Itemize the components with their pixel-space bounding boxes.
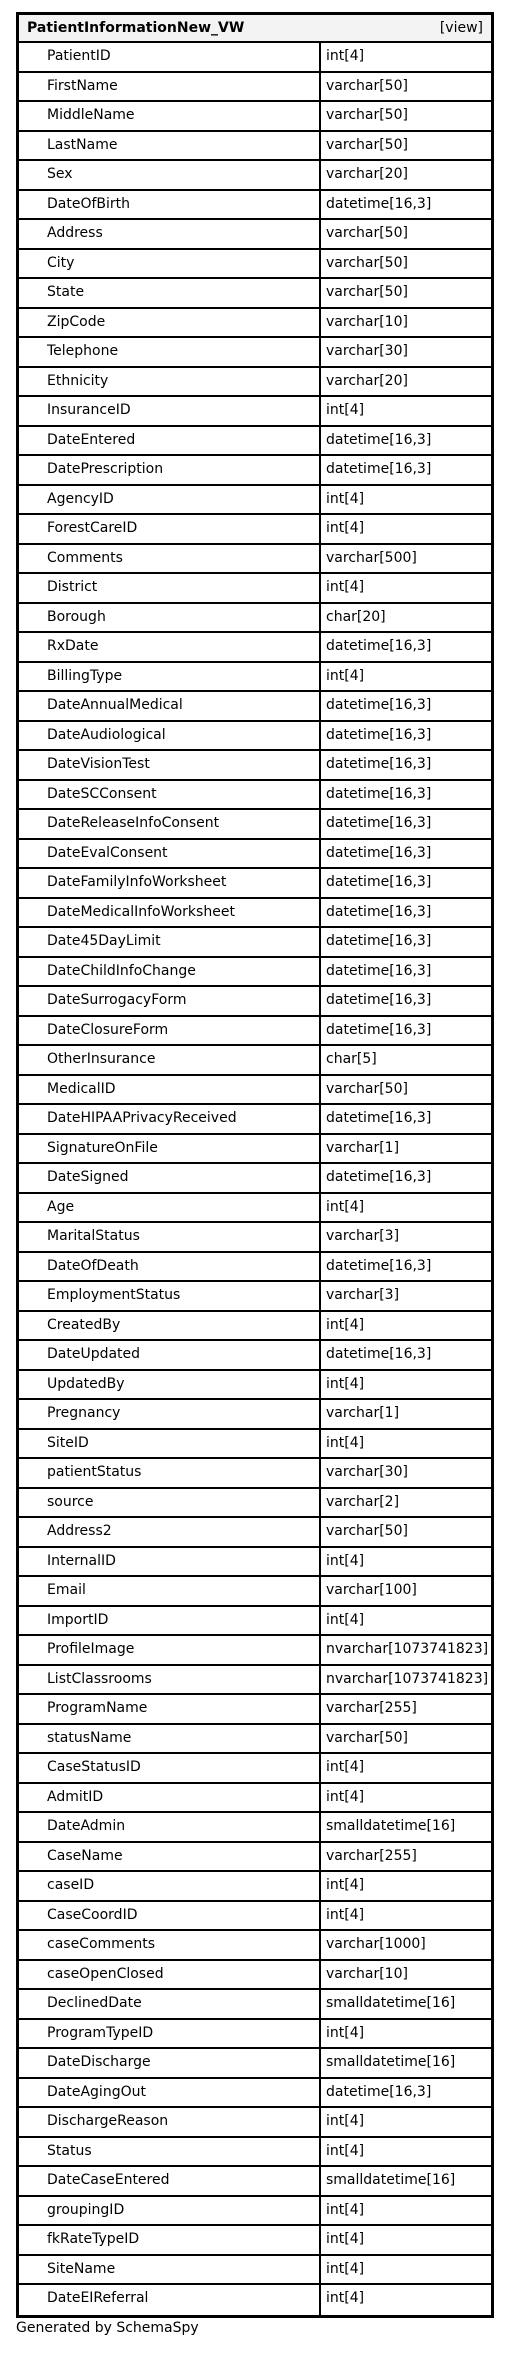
table-row — [19, 1430, 491, 1460]
column-type: int[4] — [326, 48, 365, 64]
column-type: nvarchar[1073741823] — [326, 1670, 489, 1687]
table-row — [19, 220, 491, 250]
column-name: DateDischarge — [19, 2049, 321, 2077]
table-row — [19, 1489, 491, 1519]
column-type: datetime[16,3] — [326, 844, 432, 861]
column-name: MedicalID — [19, 1076, 321, 1104]
table-row — [19, 781, 491, 811]
table-row — [19, 1607, 491, 1637]
column-name: AgencyID — [19, 486, 321, 514]
table-row — [19, 928, 491, 958]
column-type: smalldatetime[16] — [326, 2054, 456, 2070]
column-name: caseID — [19, 1872, 321, 1900]
table-row — [19, 2197, 491, 2227]
table-row — [19, 1548, 491, 1578]
table-row — [19, 2256, 491, 2286]
column-name: source — [19, 1489, 321, 1517]
column-name: Address2 — [19, 1518, 321, 1546]
column-type: varchar[50] — [326, 1523, 408, 1539]
column-name: UpdatedBy — [19, 1371, 321, 1399]
column-type: int[4] — [326, 1552, 365, 1569]
column-name: ListClassrooms — [19, 1666, 321, 1694]
column-name: MaritalStatus — [19, 1223, 321, 1251]
table-row — [19, 1872, 491, 1902]
column-type: varchar[10] — [326, 1965, 408, 1982]
column-list — [19, 43, 491, 2315]
column-name: CaseStatusID — [19, 1754, 321, 1782]
table-name: PatientInformationNew_VW — [27, 20, 245, 36]
table-row — [19, 397, 491, 427]
column-type: varchar[100] — [326, 1582, 417, 1598]
column-name: caseComments — [19, 1931, 321, 1959]
table-row — [19, 1784, 491, 1814]
column-name: City — [19, 250, 321, 278]
column-name: Sex — [19, 161, 321, 189]
table-row — [19, 2049, 491, 2079]
table-row — [19, 1902, 491, 1932]
column-name: CaseCoordID — [19, 1902, 321, 1930]
table-row — [19, 1341, 491, 1371]
table-row — [19, 456, 491, 486]
column-name: DateClosureForm — [19, 1017, 321, 1045]
column-type: datetime[16,3] — [326, 785, 432, 802]
column-name: DateUpdated — [19, 1341, 321, 1369]
table-row — [19, 751, 491, 781]
column-name: PatientID — [19, 43, 321, 71]
column-type: varchar[255] — [326, 1847, 417, 1864]
column-type: int[4] — [326, 2024, 365, 2041]
table-row — [19, 722, 491, 752]
column-name: groupingID — [19, 2197, 321, 2225]
table-row — [19, 1636, 491, 1666]
table-row — [19, 1725, 491, 1755]
table-row — [19, 1931, 491, 1961]
column-name: MiddleName — [19, 102, 321, 130]
column-name: DateAdmin — [19, 1813, 321, 1841]
column-name: Email — [19, 1577, 321, 1605]
column-type: int[4] — [326, 2231, 365, 2247]
column-name: DateAnnualMedical — [19, 692, 321, 720]
column-type: datetime[16,3] — [326, 431, 432, 448]
column-type: int[4] — [326, 520, 365, 536]
column-name: DateOfDeath — [19, 1253, 321, 1281]
column-type: datetime[16,3] — [326, 697, 432, 713]
column-type: int[4] — [326, 1316, 365, 1333]
column-name: ImportID — [19, 1607, 321, 1635]
column-type: varchar[3] — [326, 1228, 400, 1244]
column-type: int[4] — [326, 1906, 365, 1923]
column-name: DateSurrogacyForm — [19, 987, 321, 1015]
table-row — [19, 1046, 491, 1076]
table-header — [19, 15, 491, 43]
table-row — [19, 43, 491, 73]
column-type: int[4] — [326, 1611, 365, 1628]
table-row — [19, 1459, 491, 1489]
column-name: statusName — [19, 1725, 321, 1753]
column-name: InternalID — [19, 1548, 321, 1576]
column-type: datetime[16,3] — [326, 874, 432, 890]
column-type: smalldatetime[16] — [326, 1818, 456, 1834]
column-type: varchar[3] — [326, 1287, 400, 1303]
column-name: DateMedicalInfoWorksheet — [19, 899, 321, 927]
table-row — [19, 1518, 491, 1548]
table-row — [19, 869, 491, 899]
column-name: DateFamilyInfoWorksheet — [19, 869, 321, 897]
column-type: varchar[30] — [326, 1464, 408, 1480]
column-name: SiteID — [19, 1430, 321, 1458]
table-row — [19, 2020, 491, 2050]
table-row — [19, 1577, 491, 1607]
column-name: Borough — [19, 604, 321, 632]
column-type: varchar[50] — [326, 254, 408, 271]
table-row — [19, 102, 491, 132]
column-type: varchar[20] — [326, 372, 408, 389]
column-type: int[4] — [326, 1434, 365, 1451]
column-type: smalldatetime[16] — [326, 2172, 456, 2188]
column-type: datetime[16,3] — [326, 2083, 432, 2100]
column-type: varchar[20] — [326, 166, 408, 182]
column-type: int[4] — [326, 2142, 365, 2159]
column-name: DateCaseEntered — [19, 2167, 321, 2195]
column-type: int[4] — [326, 2290, 365, 2306]
table-row — [19, 2079, 491, 2109]
table-row — [19, 1282, 491, 1312]
table-row — [19, 73, 491, 103]
column-name: LastName — [19, 132, 321, 160]
table-row — [19, 2138, 491, 2168]
column-type: datetime[16,3] — [326, 903, 432, 920]
column-name: EmploymentStatus — [19, 1282, 321, 1310]
column-name: DateSCConsent — [19, 781, 321, 809]
table-row — [19, 132, 491, 162]
column-name: FirstName — [19, 73, 321, 101]
column-name: Status — [19, 2138, 321, 2166]
column-type: varchar[1] — [326, 1139, 400, 1156]
column-name: District — [19, 574, 321, 602]
table-row — [19, 663, 491, 693]
table-row — [19, 1666, 491, 1696]
column-type: varchar[500] — [326, 549, 417, 566]
column-name: DateReleaseInfoConsent — [19, 810, 321, 838]
table-row — [19, 250, 491, 280]
column-type: varchar[255] — [326, 1700, 417, 1716]
column-name: BillingType — [19, 663, 321, 691]
table-row — [19, 1754, 491, 1784]
table-row — [19, 692, 491, 722]
column-type: int[4] — [326, 1759, 365, 1775]
column-type: datetime[16,3] — [326, 1169, 432, 1185]
column-name: DischargeReason — [19, 2108, 321, 2136]
column-type: int[4] — [326, 2113, 365, 2129]
column-type: datetime[16,3] — [326, 992, 432, 1008]
table-row — [19, 1990, 491, 2020]
table-row — [19, 1312, 491, 1342]
table-row — [19, 810, 491, 840]
column-name: Age — [19, 1194, 321, 1222]
table-row — [19, 279, 491, 309]
generated-by-footer: Generated by SchemaSpy — [16, 2320, 199, 2336]
table-row — [19, 604, 491, 634]
table-row — [19, 899, 491, 929]
table-row — [19, 338, 491, 368]
table-row — [19, 427, 491, 457]
column-type: varchar[1000] — [326, 1936, 426, 1952]
column-type: datetime[16,3] — [326, 1346, 432, 1362]
column-name: Pregnancy — [19, 1400, 321, 1428]
column-name: AdmitID — [19, 1784, 321, 1812]
column-type: varchar[10] — [326, 313, 408, 330]
column-name: OtherInsurance — [19, 1046, 321, 1074]
table-row — [19, 2167, 491, 2197]
column-type: varchar[30] — [326, 343, 408, 359]
table-row — [19, 987, 491, 1017]
column-type: varchar[2] — [326, 1493, 400, 1510]
column-type: datetime[16,3] — [326, 1021, 432, 1038]
column-type: varchar[50] — [326, 107, 408, 123]
column-type: varchar[50] — [326, 136, 408, 153]
column-name: ProfileImage — [19, 1636, 321, 1664]
table-row — [19, 1695, 491, 1725]
table-row — [19, 1371, 491, 1401]
table-row — [19, 1135, 491, 1165]
column-name: fkRateTypeID — [19, 2226, 321, 2254]
column-name: ProgramTypeID — [19, 2020, 321, 2048]
column-name: CaseName — [19, 1843, 321, 1871]
column-name: State — [19, 279, 321, 307]
column-type: datetime[16,3] — [326, 933, 432, 949]
table-row — [19, 368, 491, 398]
table-row — [19, 633, 491, 663]
column-name: DateEntered — [19, 427, 321, 455]
table-row — [19, 1164, 491, 1194]
column-name: DateAudiological — [19, 722, 321, 750]
column-type: datetime[16,3] — [326, 962, 432, 979]
column-name: CreatedBy — [19, 1312, 321, 1340]
table-row — [19, 1813, 491, 1843]
column-type: int[4] — [326, 490, 365, 507]
column-type: datetime[16,3] — [326, 756, 432, 772]
table-row — [19, 1843, 491, 1873]
column-type: int[4] — [326, 2260, 365, 2277]
table-node — [16, 12, 494, 2318]
column-type: varchar[50] — [326, 284, 408, 300]
table-row — [19, 1223, 491, 1253]
column-name: DateEvalConsent — [19, 840, 321, 868]
column-name: ZipCode — [19, 309, 321, 337]
table-row — [19, 1076, 491, 1106]
column-name: Address — [19, 220, 321, 248]
table-row — [19, 309, 491, 339]
view-tag: [view] — [439, 20, 483, 36]
column-type: varchar[1] — [326, 1405, 400, 1421]
column-name: SignatureOnFile — [19, 1135, 321, 1163]
column-type: int[4] — [326, 1198, 365, 1215]
column-type: int[4] — [326, 1375, 365, 1392]
column-type: int[4] — [326, 402, 365, 418]
column-type: varchar[50] — [326, 77, 408, 94]
column-type: nvarchar[1073741823] — [326, 1641, 489, 1657]
column-type: datetime[16,3] — [326, 638, 432, 654]
table-row — [19, 2285, 491, 2315]
column-type: smalldatetime[16] — [326, 1995, 456, 2011]
column-name: Telephone — [19, 338, 321, 366]
table-row — [19, 1105, 491, 1135]
column-name: Date45DayLimit — [19, 928, 321, 956]
column-type: datetime[16,3] — [326, 461, 432, 477]
column-name: DateChildInfoChange — [19, 958, 321, 986]
column-type: varchar[50] — [326, 1080, 408, 1097]
column-type: datetime[16,3] — [326, 1110, 432, 1126]
table-row — [19, 1017, 491, 1047]
table-row — [19, 1253, 491, 1283]
column-name: ProgramName — [19, 1695, 321, 1723]
column-type: datetime[16,3] — [326, 726, 432, 743]
column-name: SiteName — [19, 2256, 321, 2284]
column-name: DateHIPAAPrivacyReceived — [19, 1105, 321, 1133]
column-name: patientStatus — [19, 1459, 321, 1487]
column-type: varchar[50] — [326, 1729, 408, 1746]
table-row — [19, 2226, 491, 2256]
column-name: DateOfBirth — [19, 191, 321, 219]
table-row — [19, 1961, 491, 1991]
column-type: datetime[16,3] — [326, 1257, 432, 1274]
column-type: datetime[16,3] — [326, 195, 432, 212]
column-type: varchar[50] — [326, 225, 408, 241]
table-row — [19, 161, 491, 191]
column-name: DeclinedDate — [19, 1990, 321, 2018]
column-name: caseOpenClosed — [19, 1961, 321, 1989]
table-row — [19, 515, 491, 545]
table-row — [19, 1400, 491, 1430]
column-type: char[5] — [326, 1051, 377, 1067]
column-name: Comments — [19, 545, 321, 573]
table-row — [19, 191, 491, 221]
column-type: int[4] — [326, 667, 365, 684]
column-name: DateAgingOut — [19, 2079, 321, 2107]
table-row — [19, 574, 491, 604]
table-row — [19, 958, 491, 988]
table-row — [19, 486, 491, 516]
column-name: DateEIReferral — [19, 2285, 321, 2315]
column-name: DateVisionTest — [19, 751, 321, 779]
column-name: ForestCareID — [19, 515, 321, 543]
column-name: DatePrescription — [19, 456, 321, 484]
column-name: InsuranceID — [19, 397, 321, 425]
column-type: int[4] — [326, 579, 365, 595]
column-type: int[4] — [326, 1788, 365, 1805]
table-row — [19, 1194, 491, 1224]
column-name: DateSigned — [19, 1164, 321, 1192]
column-type: datetime[16,3] — [326, 815, 432, 831]
column-name: RxDate — [19, 633, 321, 661]
table-row — [19, 2108, 491, 2138]
column-name: Ethnicity — [19, 368, 321, 396]
table-row — [19, 545, 491, 575]
column-type: int[4] — [326, 2201, 365, 2218]
column-type: char[20] — [326, 608, 386, 625]
table-row — [19, 840, 491, 870]
column-type: int[4] — [326, 1877, 365, 1893]
